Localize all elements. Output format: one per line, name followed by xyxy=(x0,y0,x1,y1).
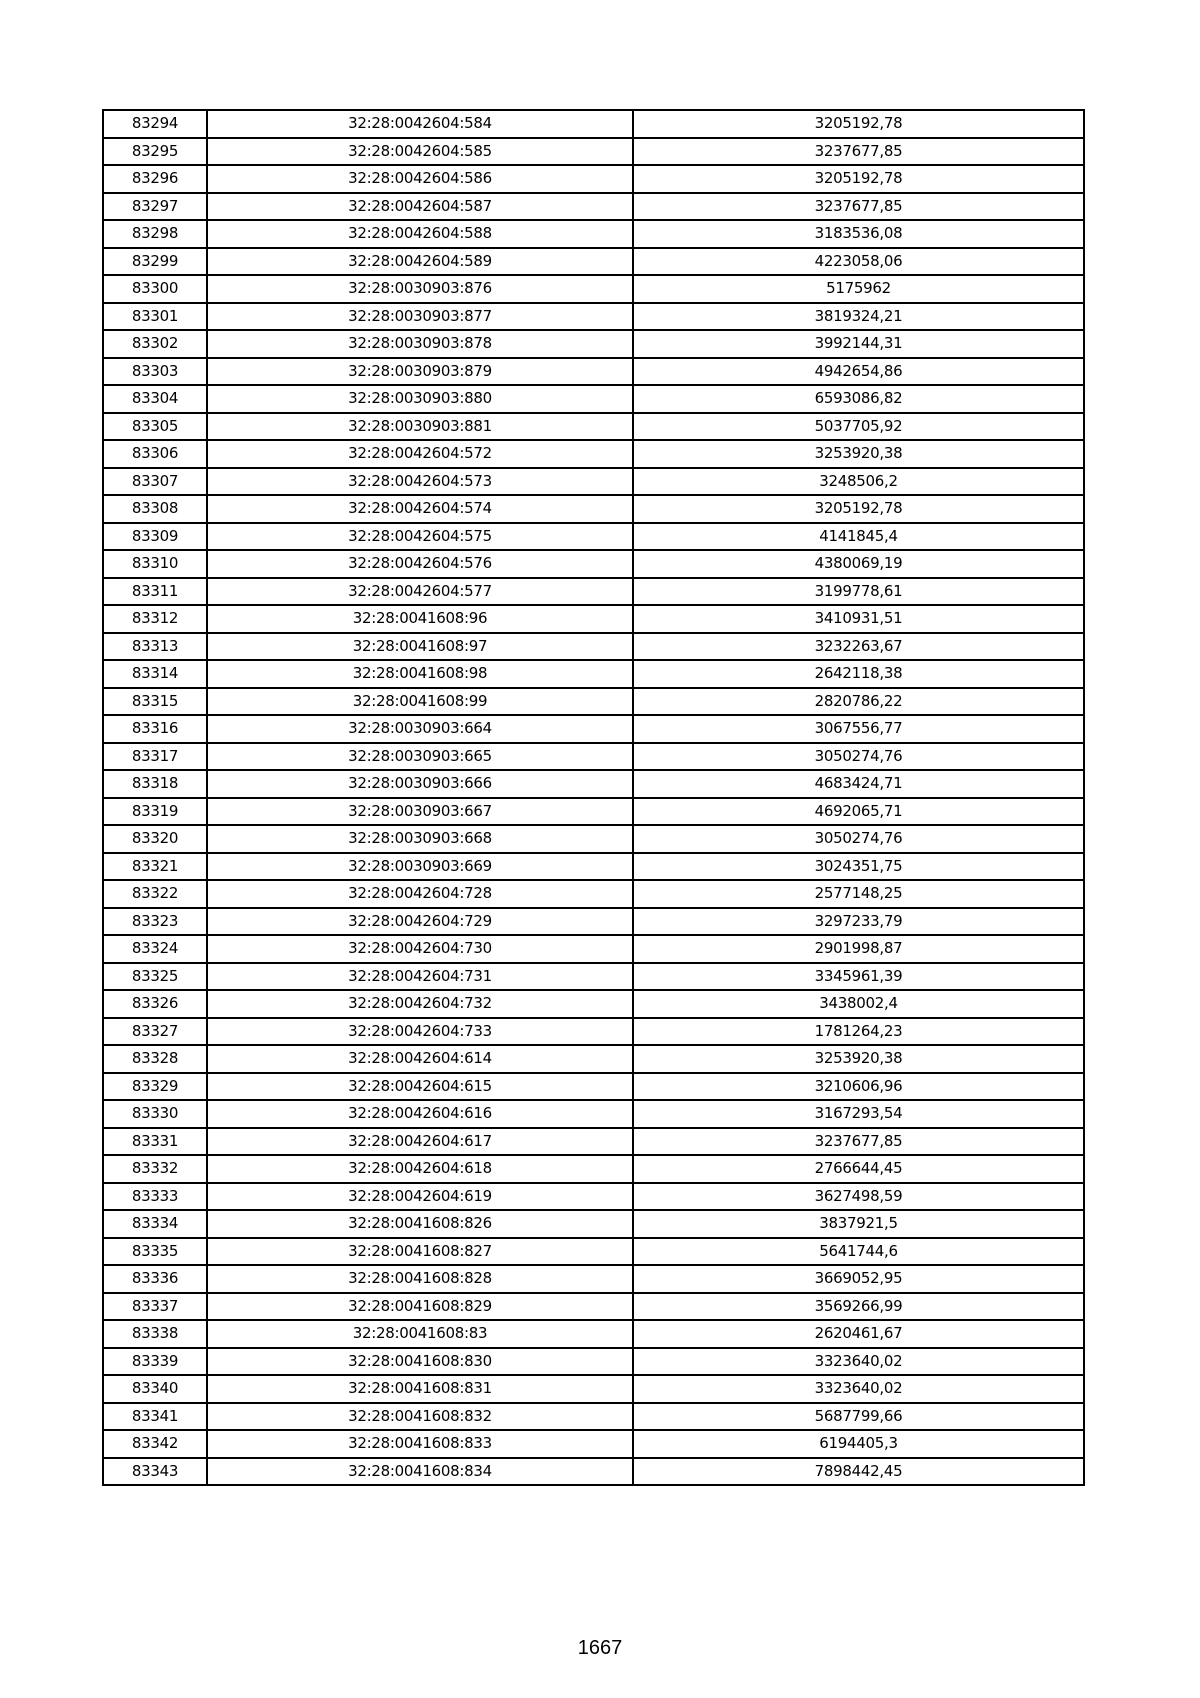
cadastral-value-cell: 3167293,54 xyxy=(633,1100,1084,1128)
cadastral-number-cell: 32:28:0030903:879 xyxy=(207,358,633,386)
cadastral-number-cell: 32:28:0030903:881 xyxy=(207,413,633,441)
cadastral-value-cell: 3323640,02 xyxy=(633,1348,1084,1376)
cadastral-number-cell: 32:28:0042604:576 xyxy=(207,550,633,578)
cadastral-number-cell: 32:28:0042604:619 xyxy=(207,1183,633,1211)
cadastral-value-cell: 3837921,5 xyxy=(633,1210,1084,1238)
row-number-cell: 83315 xyxy=(103,688,207,716)
cadastral-value-cell: 7898442,45 xyxy=(633,1458,1084,1486)
cadastral-value-cell: 3237677,85 xyxy=(633,1128,1084,1156)
row-number-cell: 83313 xyxy=(103,633,207,661)
row-number-cell: 83343 xyxy=(103,1458,207,1486)
cadastral-value-cell: 5037705,92 xyxy=(633,413,1084,441)
table-row xyxy=(103,275,1084,303)
cadastral-number-cell: 32:28:0041608:828 xyxy=(207,1265,633,1293)
row-number-cell: 83327 xyxy=(103,1018,207,1046)
table-row xyxy=(103,825,1084,853)
table-row xyxy=(103,138,1084,166)
cadastral-number-cell: 32:28:0030903:876 xyxy=(207,275,633,303)
row-number-cell: 83320 xyxy=(103,825,207,853)
cadastral-number-cell: 32:28:0041608:96 xyxy=(207,605,633,633)
cadastral-number-cell: 32:28:0041608:97 xyxy=(207,633,633,661)
table-row xyxy=(103,110,1084,138)
cadastral-value-cell: 4380069,19 xyxy=(633,550,1084,578)
cadastral-value-cell: 5687799,66 xyxy=(633,1403,1084,1431)
cadastral-number-cell: 32:28:0041608:834 xyxy=(207,1458,633,1486)
row-number-cell: 83314 xyxy=(103,660,207,688)
table-row xyxy=(103,605,1084,633)
cadastral-value-cell: 6593086,82 xyxy=(633,385,1084,413)
row-number-cell: 83304 xyxy=(103,385,207,413)
cadastral-number-cell: 32:28:0030903:669 xyxy=(207,853,633,881)
row-number-cell: 83319 xyxy=(103,798,207,826)
cadastral-number-cell: 32:28:0042604:587 xyxy=(207,193,633,221)
cadastral-number-cell: 32:28:0041608:831 xyxy=(207,1375,633,1403)
table-row xyxy=(103,193,1084,221)
cadastral-number-cell: 32:28:0030903:877 xyxy=(207,303,633,331)
cadastral-value-cell: 3253920,38 xyxy=(633,440,1084,468)
row-number-cell: 83336 xyxy=(103,1265,207,1293)
cadastral-value-cell: 3323640,02 xyxy=(633,1375,1084,1403)
cadastral-value-cell: 3205192,78 xyxy=(633,110,1084,138)
row-number-cell: 83303 xyxy=(103,358,207,386)
cadastral-value-cell: 3569266,99 xyxy=(633,1293,1084,1321)
table-row xyxy=(103,660,1084,688)
cadastral-value-cell: 2577148,25 xyxy=(633,880,1084,908)
row-number-cell: 83312 xyxy=(103,605,207,633)
row-number-cell: 83318 xyxy=(103,770,207,798)
row-number-cell: 83330 xyxy=(103,1100,207,1128)
cadastral-number-cell: 32:28:0042604:574 xyxy=(207,495,633,523)
cadastral-number-cell: 32:28:0041608:826 xyxy=(207,1210,633,1238)
row-number-cell: 83299 xyxy=(103,248,207,276)
cadastral-value-cell: 3992144,31 xyxy=(633,330,1084,358)
cadastral-number-cell: 32:28:0042604:614 xyxy=(207,1045,633,1073)
table-row xyxy=(103,248,1084,276)
row-number-cell: 83307 xyxy=(103,468,207,496)
cadastral-value-cell: 1781264,23 xyxy=(633,1018,1084,1046)
cadastral-number-cell: 32:28:0042604:584 xyxy=(207,110,633,138)
table-row xyxy=(103,798,1084,826)
table-row xyxy=(103,935,1084,963)
table-row xyxy=(103,550,1084,578)
row-number-cell: 83300 xyxy=(103,275,207,303)
cadastral-number-cell: 32:28:0042604:616 xyxy=(207,1100,633,1128)
table-row xyxy=(103,1265,1084,1293)
cadastral-value-cell: 3050274,76 xyxy=(633,825,1084,853)
row-number-cell: 83298 xyxy=(103,220,207,248)
table-row xyxy=(103,330,1084,358)
cadastral-value-cell: 5641744,6 xyxy=(633,1238,1084,1266)
table-row xyxy=(103,1100,1084,1128)
cadastral-number-cell: 32:28:0042604:585 xyxy=(207,138,633,166)
row-number-cell: 83338 xyxy=(103,1320,207,1348)
table-row xyxy=(103,880,1084,908)
cadastral-number-cell: 32:28:0030903:666 xyxy=(207,770,633,798)
row-number-cell: 83340 xyxy=(103,1375,207,1403)
row-number-cell: 83311 xyxy=(103,578,207,606)
cadastral-value-cell: 3232263,67 xyxy=(633,633,1084,661)
cadastral-number-cell: 32:28:0042604:577 xyxy=(207,578,633,606)
cadastral-number-cell: 32:28:0041608:833 xyxy=(207,1430,633,1458)
cadastral-number-cell: 32:28:0042604:617 xyxy=(207,1128,633,1156)
cadastral-number-cell: 32:28:0030903:665 xyxy=(207,743,633,771)
table-row xyxy=(103,303,1084,331)
cadastral-value-cell: 3669052,95 xyxy=(633,1265,1084,1293)
table-row xyxy=(103,715,1084,743)
cadastral-value-cell: 3237677,85 xyxy=(633,193,1084,221)
cadastral-value-cell: 3050274,76 xyxy=(633,743,1084,771)
cadastral-value-cell: 2820786,22 xyxy=(633,688,1084,716)
table-row xyxy=(103,990,1084,1018)
cadastral-number-cell: 32:28:0041608:98 xyxy=(207,660,633,688)
table-row xyxy=(103,495,1084,523)
table-row xyxy=(103,1018,1084,1046)
row-number-cell: 83309 xyxy=(103,523,207,551)
row-number-cell: 83324 xyxy=(103,935,207,963)
table-row xyxy=(103,743,1084,771)
row-number-cell: 83342 xyxy=(103,1430,207,1458)
table-row xyxy=(103,963,1084,991)
table-row xyxy=(103,633,1084,661)
row-number-cell: 83337 xyxy=(103,1293,207,1321)
cadastral-value-cell: 3248506,2 xyxy=(633,468,1084,496)
table-row xyxy=(103,853,1084,881)
row-number-cell: 83323 xyxy=(103,908,207,936)
row-number-cell: 83334 xyxy=(103,1210,207,1238)
row-number-cell: 83322 xyxy=(103,880,207,908)
cadastral-number-cell: 32:28:0041608:829 xyxy=(207,1293,633,1321)
table-row xyxy=(103,1210,1084,1238)
row-number-cell: 83332 xyxy=(103,1155,207,1183)
row-number-cell: 83333 xyxy=(103,1183,207,1211)
cadastral-number-cell: 32:28:0042604:731 xyxy=(207,963,633,991)
row-number-cell: 83295 xyxy=(103,138,207,166)
cadastral-value-cell: 3819324,21 xyxy=(633,303,1084,331)
table-row xyxy=(103,1128,1084,1156)
row-number-cell: 83321 xyxy=(103,853,207,881)
table-row xyxy=(103,1430,1084,1458)
cadastral-number-cell: 32:28:0042604:573 xyxy=(207,468,633,496)
cadastral-number-cell: 32:28:0030903:880 xyxy=(207,385,633,413)
cadastral-value-cell: 3183536,08 xyxy=(633,220,1084,248)
table-row xyxy=(103,385,1084,413)
cadastral-value-cell: 4223058,06 xyxy=(633,248,1084,276)
row-number-cell: 83302 xyxy=(103,330,207,358)
table-row xyxy=(103,688,1084,716)
cadastral-number-cell: 32:28:0041608:830 xyxy=(207,1348,633,1376)
cadastral-number-cell: 32:28:0042604:589 xyxy=(207,248,633,276)
cadastral-value-cell: 3253920,38 xyxy=(633,1045,1084,1073)
cadastral-value-table xyxy=(102,109,1085,1486)
cadastral-number-cell: 32:28:0042604:728 xyxy=(207,880,633,908)
cadastral-value-cell: 3438002,4 xyxy=(633,990,1084,1018)
row-number-cell: 83316 xyxy=(103,715,207,743)
row-number-cell: 83308 xyxy=(103,495,207,523)
cadastral-number-cell: 32:28:0042604:575 xyxy=(207,523,633,551)
table-row xyxy=(103,1348,1084,1376)
cadastral-value-cell: 2620461,67 xyxy=(633,1320,1084,1348)
row-number-cell: 83335 xyxy=(103,1238,207,1266)
row-number-cell: 83294 xyxy=(103,110,207,138)
table-row xyxy=(103,165,1084,193)
table-row xyxy=(103,770,1084,798)
cadastral-number-cell: 32:28:0042604:729 xyxy=(207,908,633,936)
cadastral-value-cell: 3345961,39 xyxy=(633,963,1084,991)
cadastral-number-cell: 32:28:0042604:733 xyxy=(207,1018,633,1046)
row-number-cell: 83328 xyxy=(103,1045,207,1073)
cadastral-value-cell: 2766644,45 xyxy=(633,1155,1084,1183)
cadastral-value-cell: 3024351,75 xyxy=(633,853,1084,881)
table-row xyxy=(103,1293,1084,1321)
cadastral-value-cell: 3067556,77 xyxy=(633,715,1084,743)
row-number-cell: 83339 xyxy=(103,1348,207,1376)
table-row xyxy=(103,1403,1084,1431)
cadastral-value-cell: 2642118,38 xyxy=(633,660,1084,688)
cadastral-number-cell: 32:28:0041608:83 xyxy=(207,1320,633,1348)
table-row xyxy=(103,1238,1084,1266)
cadastral-number-cell: 32:28:0030903:878 xyxy=(207,330,633,358)
cadastral-number-cell: 32:28:0042604:730 xyxy=(207,935,633,963)
page-number: 1667 xyxy=(577,1637,623,1659)
row-number-cell: 83325 xyxy=(103,963,207,991)
table-row xyxy=(103,413,1084,441)
table-row xyxy=(103,468,1084,496)
cadastral-value-cell: 3237677,85 xyxy=(633,138,1084,166)
cadastral-number-cell: 32:28:0041608:99 xyxy=(207,688,633,716)
table-row xyxy=(103,1375,1084,1403)
row-number-cell: 83310 xyxy=(103,550,207,578)
cadastral-number-cell: 32:28:0041608:827 xyxy=(207,1238,633,1266)
cadastral-number-cell: 32:28:0042604:615 xyxy=(207,1073,633,1101)
table-row xyxy=(103,578,1084,606)
cadastral-number-cell: 32:28:0042604:618 xyxy=(207,1155,633,1183)
row-number-cell: 83317 xyxy=(103,743,207,771)
cadastral-value-cell: 3199778,61 xyxy=(633,578,1084,606)
table-row xyxy=(103,440,1084,468)
table-row xyxy=(103,1155,1084,1183)
cadastral-value-cell: 5175962 xyxy=(633,275,1084,303)
row-number-cell: 83331 xyxy=(103,1128,207,1156)
cadastral-number-cell: 32:28:0042604:732 xyxy=(207,990,633,1018)
cadastral-value-cell: 4683424,71 xyxy=(633,770,1084,798)
table-row xyxy=(103,1320,1084,1348)
table-row xyxy=(103,523,1084,551)
table-row xyxy=(103,220,1084,248)
table-row xyxy=(103,1045,1084,1073)
table-row xyxy=(103,1183,1084,1211)
row-number-cell: 83301 xyxy=(103,303,207,331)
cadastral-value-cell: 6194405,3 xyxy=(633,1430,1084,1458)
cadastral-value-cell: 2901998,87 xyxy=(633,935,1084,963)
cadastral-number-cell: 32:28:0030903:668 xyxy=(207,825,633,853)
table-row xyxy=(103,1458,1084,1486)
cadastral-number-cell: 32:28:0041608:832 xyxy=(207,1403,633,1431)
row-number-cell: 83305 xyxy=(103,413,207,441)
row-number-cell: 83306 xyxy=(103,440,207,468)
cadastral-value-cell: 3205192,78 xyxy=(633,495,1084,523)
cadastral-number-cell: 32:28:0030903:667 xyxy=(207,798,633,826)
cadastral-value-cell: 3410931,51 xyxy=(633,605,1084,633)
cadastral-number-cell: 32:28:0042604:572 xyxy=(207,440,633,468)
row-number-cell: 83297 xyxy=(103,193,207,221)
cadastral-value-cell: 4942654,86 xyxy=(633,358,1084,386)
cadastral-value-cell: 3627498,59 xyxy=(633,1183,1084,1211)
cadastral-number-cell: 32:28:0042604:588 xyxy=(207,220,633,248)
row-number-cell: 83329 xyxy=(103,1073,207,1101)
cadastral-number-cell: 32:28:0030903:664 xyxy=(207,715,633,743)
cadastral-value-cell: 3205192,78 xyxy=(633,165,1084,193)
table-row xyxy=(103,358,1084,386)
row-number-cell: 83341 xyxy=(103,1403,207,1431)
cadastral-value-cell: 3297233,79 xyxy=(633,908,1084,936)
cadastral-value-cell: 4692065,71 xyxy=(633,798,1084,826)
row-number-cell: 83326 xyxy=(103,990,207,1018)
row-number-cell: 83296 xyxy=(103,165,207,193)
table-row xyxy=(103,1073,1084,1101)
cadastral-number-cell: 32:28:0042604:586 xyxy=(207,165,633,193)
cadastral-value-cell: 3210606,96 xyxy=(633,1073,1084,1101)
table-body xyxy=(103,110,1084,1485)
table-row xyxy=(103,908,1084,936)
cadastral-value-cell: 4141845,4 xyxy=(633,523,1084,551)
